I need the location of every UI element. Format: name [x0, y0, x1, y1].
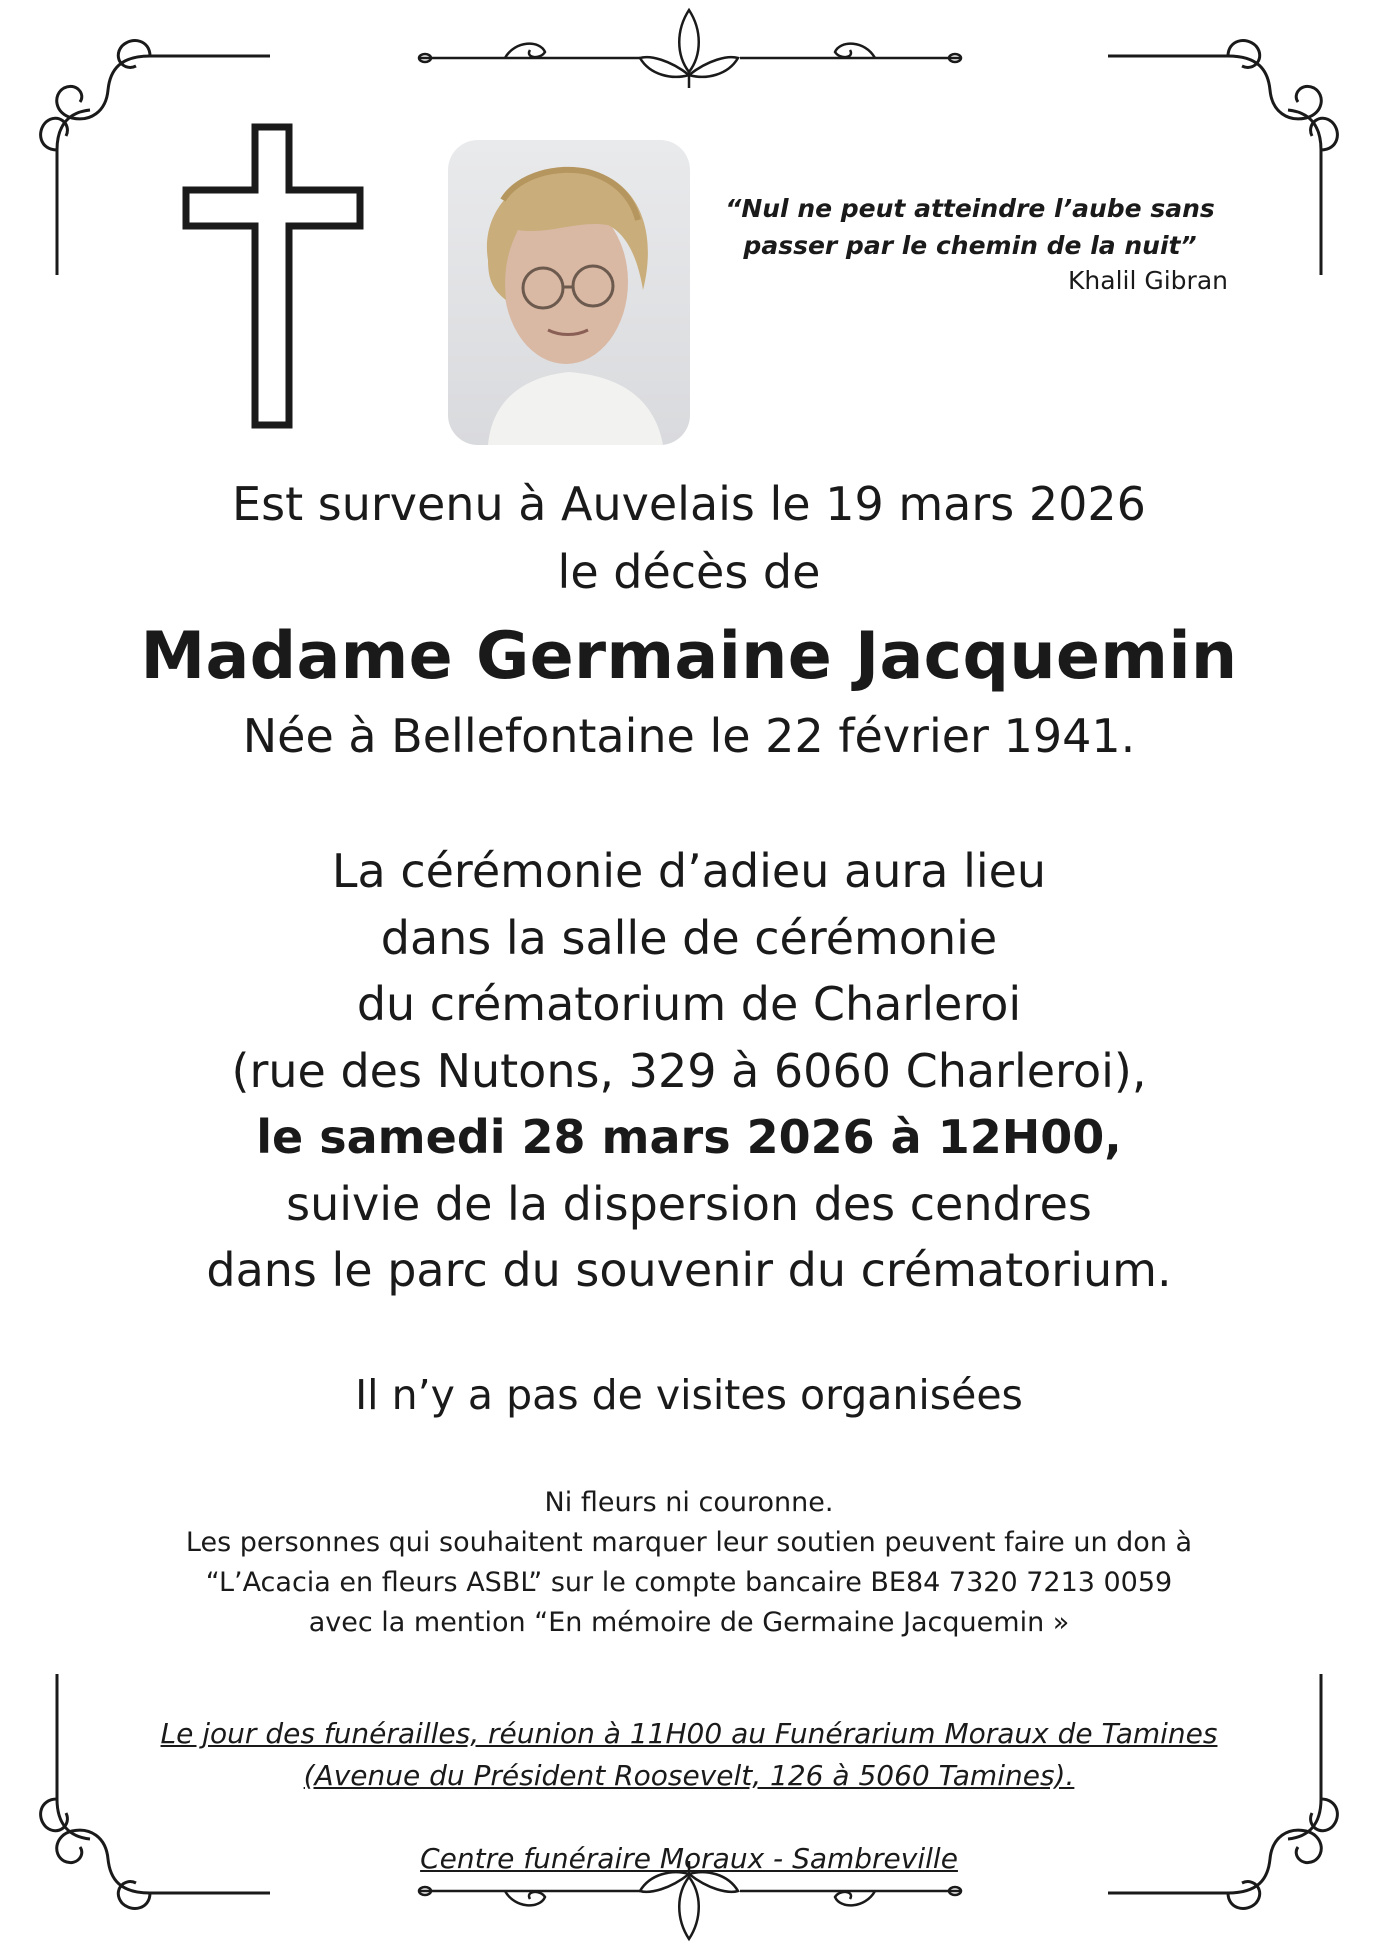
visits-notice: Il n’y a pas de visites organisées — [355, 1371, 1023, 1419]
flourish-top — [419, 10, 961, 88]
deceased-name: Madame Germaine Jacquemin — [140, 619, 1238, 694]
funeral-home-name: Centre funéraire Moraux - Sambreville — [420, 1842, 958, 1875]
ceremony-line: dans le parc du souvenir du crématorium. — [206, 1243, 1172, 1297]
corner-ornament-top-left — [41, 41, 270, 275]
ceremony-date: le samedi 28 mars 2026 à 12H00, — [256, 1110, 1122, 1164]
announcement-line: le décès de — [557, 545, 821, 599]
quote-line: “Nul ne peut atteindre l’aube sans — [725, 194, 1215, 223]
ceremony-block — [0, 838, 1378, 1304]
quote-author: Khalil Gibran — [1068, 266, 1228, 295]
announcement-line: Est survenu à Auvelais le 19 mars 2026 — [232, 477, 1146, 531]
funeral-line: Le jour des funérailles, réunion à 11H00 au Funérarium Moraux de Tamines — [160, 1717, 1218, 1750]
funeral-gathering — [0, 1713, 1378, 1797]
funeral-line: (Avenue du Président Roosevelt, 126 à 5060 Tamines). — [303, 1759, 1075, 1792]
ceremony-line: dans la salle de cérémonie — [380, 910, 998, 965]
ceremony-line: La cérémonie d’adieu aura lieu — [331, 844, 1047, 898]
quote-line: passer par le chemin de la nuit” — [743, 231, 1197, 260]
donation-line: Ni fleurs ni couronne. — [544, 1487, 834, 1518]
donation-line: “L’Acacia en fleurs ASBL” sur le compte bancaire BE84 7320 7213 0059 — [205, 1567, 1173, 1598]
ceremony-line: du crématorium de Charleroi — [356, 977, 1022, 1031]
ceremony-line: (rue des Nutons, 329 à 6060 Charleroi), — [231, 1043, 1147, 1098]
donation-line: Les personnes qui souhaitent marquer leur soutien peuvent faire un don à — [185, 1527, 1193, 1558]
donation-line: avec la mention “En mémoire de Germaine Jacquemin » — [308, 1607, 1070, 1638]
quote-block — [700, 190, 1240, 295]
ceremony-line: suivie de la dispersion des cendres — [286, 1176, 1092, 1231]
announcement-intro — [0, 470, 1378, 606]
portrait-photo — [448, 140, 690, 445]
birth-info: Née à Bellefontaine le 22 février 1941. — [242, 709, 1136, 763]
cross-icon — [186, 127, 360, 425]
donation-block — [0, 1483, 1378, 1643]
